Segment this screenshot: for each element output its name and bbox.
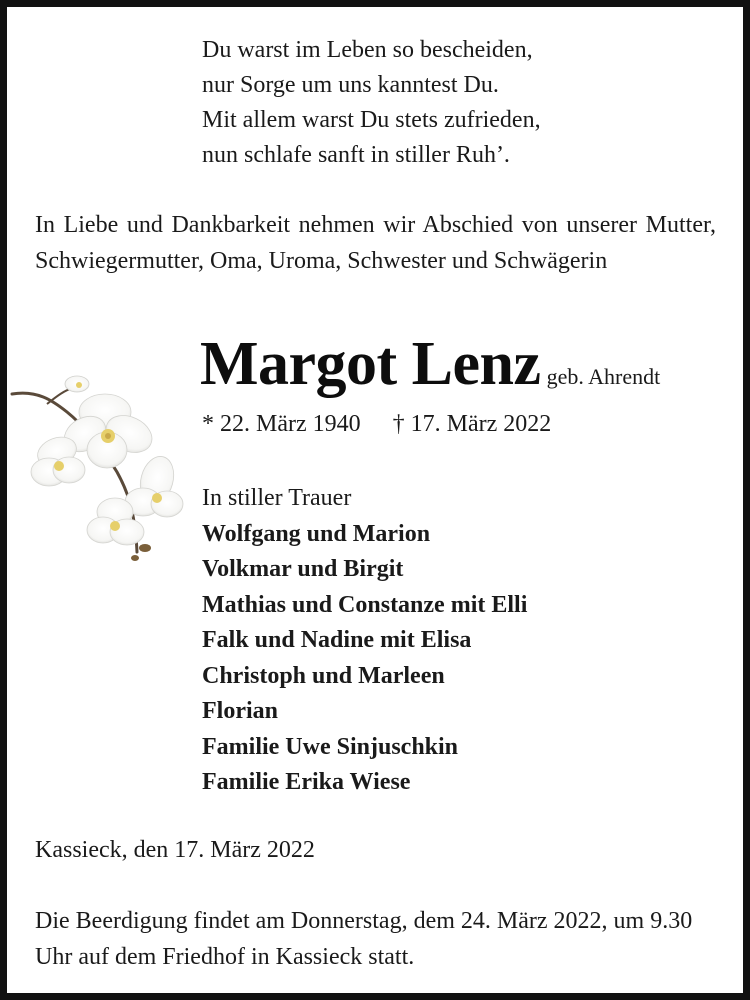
deceased-name: Margot Lenz: [200, 330, 541, 398]
mourner-name: Christoph und Marleen: [202, 662, 445, 689]
mourner-name: Wolfgang und Marion: [202, 520, 431, 547]
mourner-name: Mathias und Constanze mit Elli: [202, 591, 528, 618]
mourners-list: [202, 481, 527, 801]
poem-line: nur Sorge um uns kanntest Du.: [202, 72, 499, 98]
life-dates: [202, 407, 551, 441]
death-date: † 17. März 2022: [392, 411, 552, 437]
funeral-info: Die Beerdigung findet am Donnerstag, dem 24. März 2022, um 9.30 Uhr auf dem Friedhof in Kassieck statt.: [35, 908, 693, 970]
birth-date: * 22. März 1940: [202, 411, 361, 437]
mourner-name: Volkmar und Birgit: [202, 556, 404, 582]
poem-line: Mit allem warst Du stets zufrieden,: [202, 107, 541, 133]
mourner-name: Florian: [202, 698, 278, 724]
poem-line: Du warst im Leben so bescheiden,: [202, 37, 533, 63]
mourner-name: Familie Uwe Sinjuschkin: [202, 733, 459, 760]
mourner-name: Familie Erika Wiese: [202, 769, 411, 795]
maiden-name: geb. Ahrendt: [546, 364, 661, 389]
orchid-icon: [7, 352, 192, 567]
mourning-lead: In stiller Trauer: [202, 485, 352, 511]
mourner-name: Falk und Nadine mit Elisa: [202, 627, 472, 653]
deceased-name-line: [200, 329, 660, 400]
farewell-text: In Liebe und Dankbarkeit nehmen wir Abschied von unserer Mutter, Schwiegermutter, Oma, Uroma, Schwester und Schwägerin: [35, 212, 716, 274]
memorial-poem: [202, 33, 541, 173]
place-and-date: Kassieck, den 17. März 2022: [35, 837, 315, 863]
poem-line: nun schlafe sanft in stiller Ruh’.: [202, 142, 510, 168]
